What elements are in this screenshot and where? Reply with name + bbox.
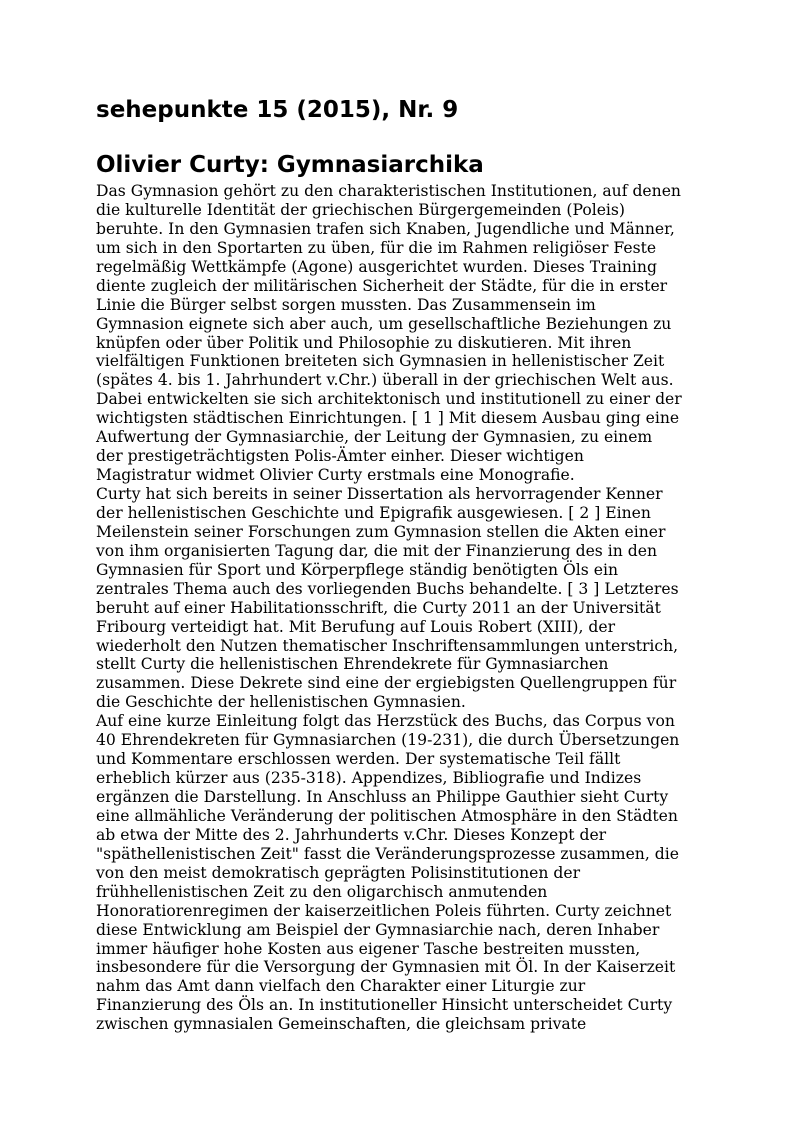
body-text-line: Fribourg verteidigt hat. Mit Berufung auf Louis Robert (XIII), der bbox=[96, 617, 616, 636]
body-text-line: Magistratur widmet Olivier Curty erstmals eine Monografie. bbox=[96, 466, 575, 485]
review-title: Olivier Curty: Gymnasiarchika bbox=[96, 152, 484, 178]
body-text-line: 40 Ehrendekreten für Gymnasiarchen (19-231), die durch Übersetzungen bbox=[96, 731, 680, 750]
body-text-line: der prestigeträchtigsten Polis-Ämter einher. Dieser wichtigen bbox=[96, 447, 584, 466]
body-text-line: von den meist demokratisch geprägten Polisinstitutionen der bbox=[96, 863, 581, 882]
body-text-line: Finanzierung des Öls an. In institutioneller Hinsicht unterscheidet Curty bbox=[96, 996, 673, 1015]
body-text-line: nahm das Amt dann vielfach den Charakter einer Liturgie zur bbox=[96, 977, 586, 996]
body-text-line: Honoratiorenregimen der kaiserzeitlichen Poleis führten. Curty zeichnet bbox=[96, 901, 672, 920]
body-text-line: um sich in den Sportarten zu üben, für die im Rahmen religiöser Feste bbox=[96, 238, 657, 257]
body-text-line: insbesondere für die Versorgung der Gymnasien mit Öl. In der Kaiserzeit bbox=[96, 958, 676, 977]
body-text-line: vielfältigen Funktionen breiteten sich Gymnasien in hellenistischer Zeit bbox=[96, 352, 665, 371]
body-text-line: beruhte. In den Gymnasien trafen sich Knaben, Jugendliche und Männer, bbox=[96, 219, 675, 238]
body-text-line: eine allmähliche Veränderung der politischen Atmosphäre in den Städten bbox=[96, 806, 678, 825]
body-text-line: der hellenistischen Geschichte und Epigrafik ausgewiesen. [ 2 ] Einen bbox=[96, 503, 651, 522]
body-text-line: Meilenstein seiner Forschungen zum Gymnasion stellen die Akten einer bbox=[96, 522, 666, 541]
journal-title: sehepunkte 15 (2015), Nr. 9 bbox=[96, 97, 459, 123]
body-text-line: die kulturelle Identität der griechischen Bürgergemeinden (Poleis) bbox=[96, 200, 625, 219]
body-text-line: und Kommentare erschlossen werden. Der systematische Teil fällt bbox=[96, 750, 621, 769]
body-text-line: Auf eine kurze Einleitung folgt das Herzstück des Buchs, das Corpus von bbox=[96, 712, 675, 731]
body-text-line: Curty hat sich bereits in seiner Dissertation als hervorragender Kenner bbox=[96, 485, 663, 503]
body-text-line: immer häufiger hohe Kosten aus eigener Tasche bestreiten mussten, bbox=[96, 939, 641, 958]
body-text-line: Aufwertung der Gymnasiarchie, der Leitung der Gymnasien, zu einem bbox=[96, 428, 653, 447]
body-text-line: von ihm organisierten Tagung dar, die mit der Finanzierung des in den bbox=[96, 541, 658, 560]
body-text-line: Gymnasion eignete sich aber auch, um gesellschaftliche Beziehungen zu bbox=[96, 314, 672, 333]
body-text-line: ergänzen die Darstellung. In Anschluss an Philippe Gauthier sieht Curty bbox=[96, 788, 669, 806]
body-text-line: stellt Curty die hellenistischen Ehrendekrete für Gymnasiarchen bbox=[96, 655, 609, 674]
body-text-line: "späthellenistischen Zeit" fasst die Veränderungsprozesse zusammen, die bbox=[96, 844, 679, 863]
body-text-line: ab etwa der Mitte des 2. Jahrhunderts v.Chr. Dieses Konzept der bbox=[96, 825, 607, 844]
body-text-line: die Geschichte der hellenistischen Gymnasien. bbox=[96, 693, 466, 712]
body-text-line: zusammen. Diese Dekrete sind eine der ergiebigsten Quellengruppen für bbox=[96, 674, 677, 693]
body-text-line: Linie die Bürger selbst sorgen mussten. Das Zusammensein im bbox=[96, 295, 596, 314]
body-text-line: (spätes 4. bis 1. Jahrhundert v.Chr.) überall in der griechischen Welt aus. bbox=[96, 371, 674, 390]
body-text-line: diente zugleich der militärischen Sicherheit der Städte, für die in erster bbox=[96, 276, 668, 295]
body-text-line: frühhellenistischen Zeit zu den oligarchisch anmutenden bbox=[96, 882, 548, 901]
body-text-line: regelmäßig Wettkämpfe (Agone) ausgerichtet wurden. Dieses Training bbox=[96, 257, 657, 276]
body-text-line: beruht auf einer Habilitationsschrift, die Curty 2011 an der Universität bbox=[96, 598, 661, 617]
body-text-line: knüpfen oder über Politik und Philosophie zu diskutieren. Mit ihren bbox=[96, 333, 632, 352]
body-text-line: erheblich kürzer aus (235-318). Appendizes, Bibliografie und Indizes bbox=[96, 769, 642, 788]
body-text-line: zentrales Thema auch des vorliegenden Buchs behandelte. [ 3 ] Letzteres bbox=[96, 579, 679, 598]
body-text-line: diese Entwicklung am Beispiel der Gymnasiarchie nach, deren Inhaber bbox=[96, 920, 660, 939]
body-text-line: wichtigsten städtischen Einrichtungen. [ 1 ] Mit diesem Ausbau ging eine bbox=[96, 409, 680, 428]
body-text-line: wiederholt den Nutzen thematischer Inschriftensammlungen unterstrich, bbox=[96, 636, 679, 655]
body-text-line: zwischen gymnasialen Gemeinschaften, die gleichsam private bbox=[96, 1015, 587, 1034]
review-body-text bbox=[96, 182, 716, 1034]
body-text-line: Gymnasien für Sport und Körperpflege ständig benötigten Öls ein bbox=[96, 560, 618, 579]
body-text-line: Das Gymnasion gehört zu den charakteristischen Institutionen, auf denen bbox=[96, 182, 681, 200]
body-text-line: Dabei entwickelten sie sich architektonisch und institutionell zu einer der bbox=[96, 390, 682, 409]
